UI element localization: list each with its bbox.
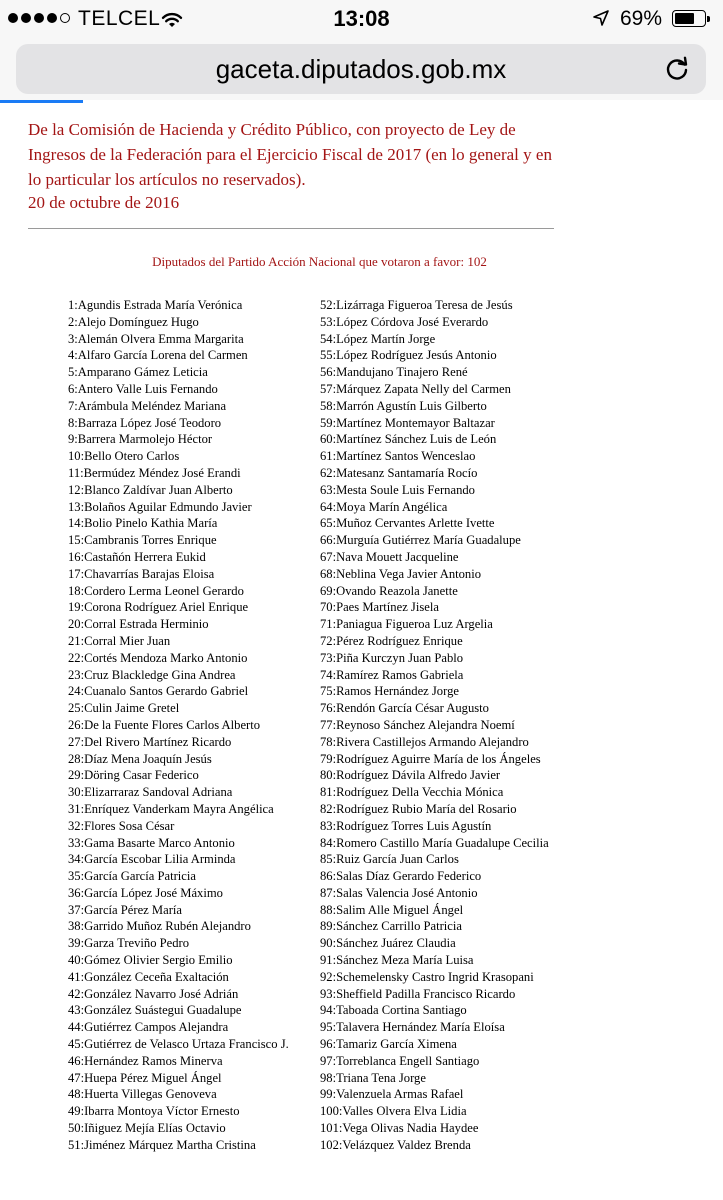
deputy-list-item: 65:Muñoz Cervantes Arlette Ivette [320, 516, 495, 531]
deputy-list-item: 52:Lizárraga Figueroa Teresa de Jesús [320, 298, 513, 312]
url-domain[interactable]: gaceta.diputados.gob.mx [215, 54, 507, 84]
deputy-list-item: 59:Martínez Montemayor Baltazar [320, 415, 495, 430]
deputy-list-item: 71:Paniagua Figueroa Luz Argelia [320, 617, 493, 632]
reload-icon[interactable] [664, 56, 690, 87]
battery-fill [675, 13, 694, 24]
deputy-list-item: 11:Bermúdez Méndez José Erandi [68, 465, 241, 480]
deputy-list-item: 102:Velázquez Valdez Brenda [320, 1137, 471, 1152]
deputy-list-item: 51:Jiménez Márquez Martha Cristina [68, 1137, 256, 1152]
deputy-list-item: 90:Sánchez Juárez Claudia [320, 936, 456, 951]
deputy-list-item: 58:Marrón Agustín Luis Gilberto [320, 398, 487, 413]
deputy-list-item: 22:Cortés Mendoza Marko Antonio [68, 650, 248, 665]
deputy-list-item: 10:Bello Otero Carlos [68, 449, 180, 464]
deputy-list-item: 69:Ovando Reazola Janette [320, 583, 458, 598]
deputy-list-item: 77:Reynoso Sánchez Alejandra Noemí [320, 717, 515, 732]
deputy-list-item: 68:Neblina Vega Javier Antonio [320, 566, 482, 581]
deputy-list-item: 86:Salas Díaz Gerardo Federico [320, 869, 482, 884]
deputy-list-item: 47:Huepa Pérez Miguel Ángel [68, 1070, 222, 1085]
deputy-list-item: 80:Rodríguez Dávila Alfredo Javier [320, 768, 501, 783]
deputy-list-item: 66:Murguía Gutiérrez María Guadalupe [320, 533, 521, 548]
deputy-list-item: 2:Alejo Domínguez Hugo [68, 314, 199, 329]
deputy-list-item: 78:Rivera Castillejos Armando Alejandro [320, 734, 529, 749]
deputy-list-item: 76:Rendón García César Augusto [320, 701, 489, 716]
deputy-list-item: 88:Salim Alle Miguel Ángel [320, 902, 464, 917]
deputy-list-item: 19:Corona Rodríguez Ariel Enrique [68, 600, 249, 615]
deputy-list-item: 25:Culin Jaime Gretel [68, 701, 180, 716]
deputy-list-item: 1:Agundis Estrada María Verónica [68, 298, 243, 312]
deputy-list-item: 89:Sánchez Carrillo Patricia [320, 919, 462, 934]
deputy-list-item: 28:Díaz Mena Joaquín Jesús [68, 751, 212, 766]
deputy-list-item: 31:Enríquez Vanderkam Mayra Angélica [68, 801, 274, 816]
deputies-list-right [320, 297, 560, 1154]
deputy-list-item: 29:Döring Casar Federico [68, 768, 199, 783]
battery-icon [672, 10, 706, 27]
deputy-list-item: 96:Tamariz García Ximena [320, 1037, 457, 1052]
deputy-list-item: 41:González Ceceña Exaltación [68, 969, 229, 984]
deputy-list-item: 13:Bolaños Aguilar Edmundo Javier [68, 499, 252, 514]
deputy-list-item: 87:Salas Valencia José Antonio [320, 885, 478, 900]
deputy-list-item: 73:Piña Kurczyn Juan Pablo [320, 650, 464, 665]
deputy-list-item: 72:Pérez Rodríguez Enrique [320, 633, 463, 648]
deputy-list-item: 83:Rodríguez Torres Luis Agustín [320, 818, 492, 833]
deputy-list-item: 40:Gómez Olivier Sergio Emilio [68, 953, 233, 968]
clock: 13:08 [333, 6, 390, 31]
deputy-list-item: 60:Martínez Sánchez Luis de León [320, 432, 497, 447]
deputy-list-item: 16:Castañón Herrera Eukid [68, 549, 206, 564]
deputy-list-item: 21:Corral Mier Juan [68, 633, 171, 648]
deputy-list-item: 15:Cambranis Torres Enrique [68, 533, 217, 548]
deputy-list-item: 38:Garrido Muñoz Rubén Alejandro [68, 919, 251, 934]
deputy-list-item: 82:Rodríguez Rubio María del Rosario [320, 801, 517, 816]
deputy-list-item: 46:Hernández Ramos Minerva [68, 1053, 223, 1068]
deputy-list-item: 18:Cordero Lerma Leonel Gerardo [68, 583, 244, 598]
page-load-progress-bar [0, 100, 83, 103]
deputy-list-item: 39:Garza Treviño Pedro [68, 936, 190, 951]
deputy-list-item: 70:Paes Martínez Jisela [320, 600, 439, 615]
deputy-list-item: 36:García López José Máximo [68, 885, 223, 900]
deputy-list-item: 98:Triana Tena Jorge [320, 1070, 426, 1085]
deputies-list-left [68, 297, 328, 1154]
deputy-list-item: 54:López Martín Jorge [320, 331, 436, 346]
deputy-list-item: 93:Sheffield Padilla Francisco Ricardo [320, 986, 516, 1001]
deputy-list-item: 85:Ruiz García Juan Carlos [320, 852, 459, 867]
deputy-list-item: 79:Rodríguez Aguirre María de los Ángeles [320, 751, 541, 766]
deputy-list-item: 53:López Córdova José Everardo [320, 314, 489, 329]
deputy-list-item: 17:Chavarrías Barajas Eloisa [68, 566, 215, 581]
divider [28, 228, 554, 229]
deputy-list-item: 12:Blanco Zaldívar Juan Alberto [68, 482, 233, 497]
deputy-list-item: 44:Gutiérrez Campos Alejandra [68, 1020, 229, 1035]
deputy-list-item: 49:Ibarra Montoya Víctor Ernesto [68, 1104, 240, 1119]
deputy-list-item: 5:Amparano Gámez Leticia [68, 365, 208, 380]
deputy-list-item: 57:Márquez Zapata Nelly del Carmen [320, 381, 511, 396]
deputy-list-item: 27:Del Rivero Martínez Ricardo [68, 734, 232, 749]
deputy-list-item: 81:Rodríguez Della Vecchia Mónica [320, 785, 504, 800]
deputy-list-item: 92:Schemelensky Castro Ingrid Krasopani [320, 969, 534, 984]
deputy-list-item: 56:Mandujano Tinajero René [320, 365, 468, 380]
deputy-list-item: 61:Martínez Santos Wenceslao [320, 449, 476, 464]
deputy-list-item: 67:Nava Mouett Jacqueline [320, 549, 459, 564]
deputy-list-item: 74:Ramírez Ramos Gabriela [320, 667, 464, 682]
deputy-list-item: 84:Romero Castillo María Guadalupe Cecilia [320, 835, 549, 850]
deputy-list-item: 33:Gama Basarte Marco Antonio [68, 835, 235, 850]
deputy-list-item: 30:Elizarraraz Sandoval Adriana [68, 785, 233, 800]
battery-percent: 69% [620, 7, 663, 30]
deputy-list-item: 99:Valenzuela Armas Rafael [320, 1087, 464, 1102]
deputy-list-item: 91:Sánchez Meza María Luisa [320, 953, 474, 968]
deputy-list-item: 50:Iñiguez Mejía Elías Octavio [68, 1121, 226, 1136]
document-date: 20 de octubre de 2016 [28, 193, 180, 212]
deputy-list-item: 3:Alemán Olvera Emma Margarita [68, 331, 244, 346]
battery-nub [707, 16, 710, 22]
deputy-list-item: 23:Cruz Blackledge Gina Andrea [68, 667, 236, 682]
deputy-list-item: 100:Valles Olvera Elva Lidia [320, 1104, 467, 1119]
deputy-list-item: 62:Matesanz Santamaría Rocío [320, 465, 478, 480]
carrier-name: TELCEL [78, 7, 161, 30]
deputy-list-item: 101:Vega Olivas Nadia Haydee [320, 1121, 479, 1136]
deputy-list-item: 63:Mesta Soule Luis Fernando [320, 482, 475, 497]
deputy-list-item: 48:Huerta Villegas Genoveva [68, 1087, 217, 1102]
deputy-list-item: 55:López Rodríguez Jesús Antonio [320, 348, 497, 363]
browser-toolbar [0, 38, 723, 100]
deputy-list-item: 4:Alfaro García Lorena del Carmen [68, 348, 248, 363]
deputy-list-item: 7:Arámbula Meléndez Mariana [68, 398, 227, 413]
document-heading: De la Comisión de Hacienda y Crédito Público, con proyecto de Ley de Ingresos de la Federación para el Ejercicio Fiscal de 2017 (en lo general y en lo particular los artículos no reservados). [28, 120, 552, 189]
deputy-list-item: 42:González Navarro José Adrián [68, 986, 239, 1001]
deputy-list-item: 35:García García Patricia [68, 869, 196, 884]
deputy-list-item: 37:García Pérez María [68, 902, 182, 917]
deputy-list-item: 95:Talavera Hernández María Eloísa [320, 1020, 505, 1035]
deputy-list-item: 26:De la Fuente Flores Carlos Alberto [68, 717, 261, 732]
vote-summary-title: Diputados del Partido Acción Nacional que votaron a favor: 102 [152, 254, 487, 269]
deputy-list-item: 97:Torreblanca Engell Santiago [320, 1053, 480, 1068]
deputy-list-item: 24:Cuanalo Santos Gerardo Gabriel [68, 684, 249, 699]
deputy-list-item: 9:Barrera Marmolejo Héctor [68, 432, 213, 447]
deputy-list-item: 32:Flores Sosa César [68, 818, 175, 833]
deputy-list-item: 75:Ramos Hernández Jorge [320, 684, 459, 699]
deputy-list-item: 14:Bolio Pinelo Kathia María [68, 516, 218, 531]
deputy-list-item: 20:Corral Estrada Herminio [68, 617, 209, 632]
deputy-list-item: 43:González Suástegui Guadalupe [68, 1003, 242, 1018]
status-bar [0, 0, 723, 38]
location-arrow-icon [592, 9, 610, 33]
deputy-list-item: 6:Antero Valle Luis Fernando [68, 381, 218, 396]
deputy-list-item: 34:García Escobar Lilia Arminda [68, 852, 236, 867]
address-bar[interactable] [16, 44, 706, 94]
deputy-list-item: 8:Barraza López José Teodoro [68, 415, 222, 430]
deputy-list-item: 64:Moya Marín Angélica [320, 499, 448, 514]
deputy-list-item: 94:Taboada Cortina Santiago [320, 1003, 467, 1018]
deputy-list-item: 45:Gutiérrez de Velasco Urtaza Francisco J. [68, 1037, 289, 1052]
